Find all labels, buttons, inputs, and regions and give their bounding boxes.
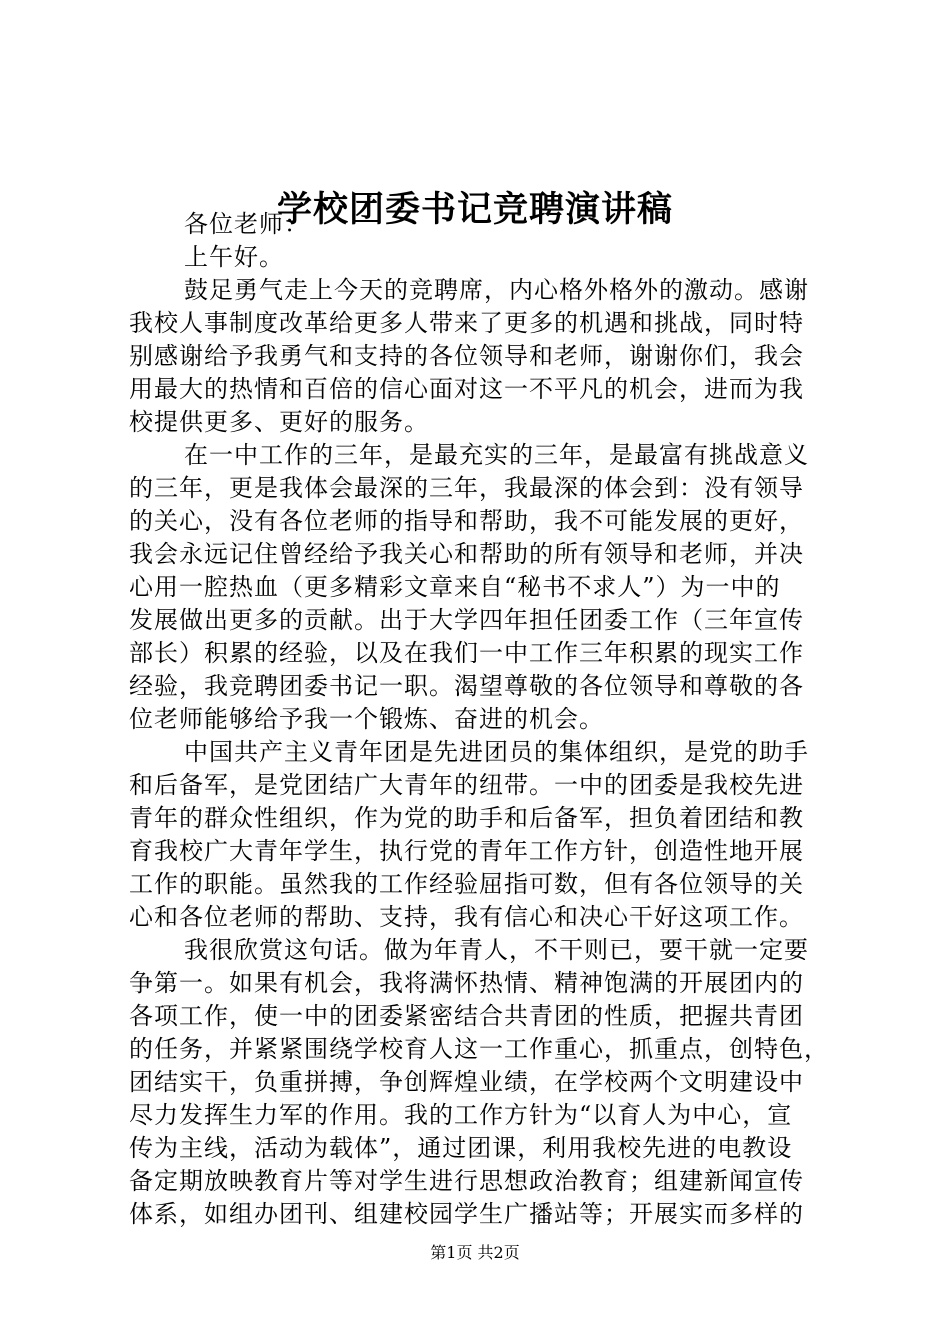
- body-line: 的关心，没有各位老师的指导和帮助，我不可能发展的更好，: [129, 507, 804, 535]
- body-line: 青年的群众性组织，作为党的助手和后备军，担负着团结和教: [129, 804, 804, 832]
- body-line: 各项工作，使一中的团委紧密结合共青团的性质，把握共青团: [129, 1002, 804, 1030]
- body-line: 用最大的热情和百倍的信心面对这一不平凡的机会，进而为我: [129, 375, 804, 403]
- body-line: 备定期放映教育片等对学生进行思想政治教育；组建新闻宣传: [129, 1167, 804, 1195]
- body-line: 工作的职能。虽然我的工作经验屈指可数，但有各位领导的关: [129, 870, 804, 898]
- body-line: 体系，如组办团刊、组建校园学生广播站等；开展实而多样的: [129, 1200, 804, 1228]
- body-line: 各位老师：: [184, 210, 309, 238]
- document-body: [129, 208, 829, 1231]
- body-line: 中国共产主义青年团是先进团员的集体组织，是党的助手: [184, 738, 809, 766]
- body-line: 团结实干，负重拼搏，争创辉煌业绩，在学校两个文明建设中: [129, 1068, 804, 1096]
- body-line: 的任务，并紧紧围绕学校育人这一工作重心，抓重点，创特色，: [129, 1035, 829, 1063]
- body-line: 尽力发挥生力军的作用。我的工作方针为“以育人为中心，宣: [129, 1101, 793, 1129]
- body-line: 争第一。如果有机会，我将满怀热情、精神饱满的开展团内的: [129, 969, 804, 997]
- body-line: 经验，我竞聘团委书记一职。渴望尊敬的各位领导和尊敬的各: [129, 672, 804, 700]
- page-footer: 第1页 共2页: [430, 1243, 520, 1262]
- body-line: 我会永远记住曾经给予我关心和帮助的所有领导和老师，并决: [129, 540, 804, 568]
- body-line: 校提供更多、更好的服务。: [129, 408, 429, 436]
- body-line: 鼓足勇气走上今天的竞聘席，内心格外格外的激动。感谢: [184, 276, 809, 304]
- body-line: 我校人事制度改革给更多人带来了更多的机遇和挑战，同时特: [129, 309, 804, 337]
- body-line: 心和各位老师的帮助、支持，我有信心和决心干好这项工作。: [129, 903, 804, 931]
- body-line: 的三年，更是我体会最深的三年，我最深的体会到：没有领导: [129, 474, 804, 502]
- body-line: 位老师能够给予我一个锻炼、奋进的机会。: [129, 705, 604, 733]
- body-line: 在一中工作的三年，是最充实的三年，是最富有挑战意义: [184, 441, 809, 469]
- body-line: 我很欣赏这句话。做为年青人，不干则已，要干就一定要: [184, 936, 809, 964]
- body-line: 发展做出更多的贡献。出于大学四年担任团委工作（三年宣传: [129, 606, 804, 634]
- document-title: 学校团委书记竞聘演讲稿: [276, 189, 673, 230]
- body-line: 别感谢给予我勇气和支持的各位领导和老师，谢谢你们，我会: [129, 342, 804, 370]
- body-line: 传为主线，活动为载体”，通过团课，利用我校先进的电教设: [129, 1134, 793, 1162]
- body-line: 育我校广大青年学生，执行党的青年工作方针，创造性地开展: [129, 837, 804, 865]
- body-line: 上午好。: [184, 243, 284, 271]
- body-line: 部长）积累的经验，以及在我们一中工作三年积累的现实工作: [129, 639, 804, 667]
- body-line: 心用一腔热血（更多精彩文章来自“秘书不求人”）为一中的: [129, 573, 781, 601]
- body-line: 和后备军，是党团结广大青年的纽带。一中的团委是我校先进: [129, 771, 804, 799]
